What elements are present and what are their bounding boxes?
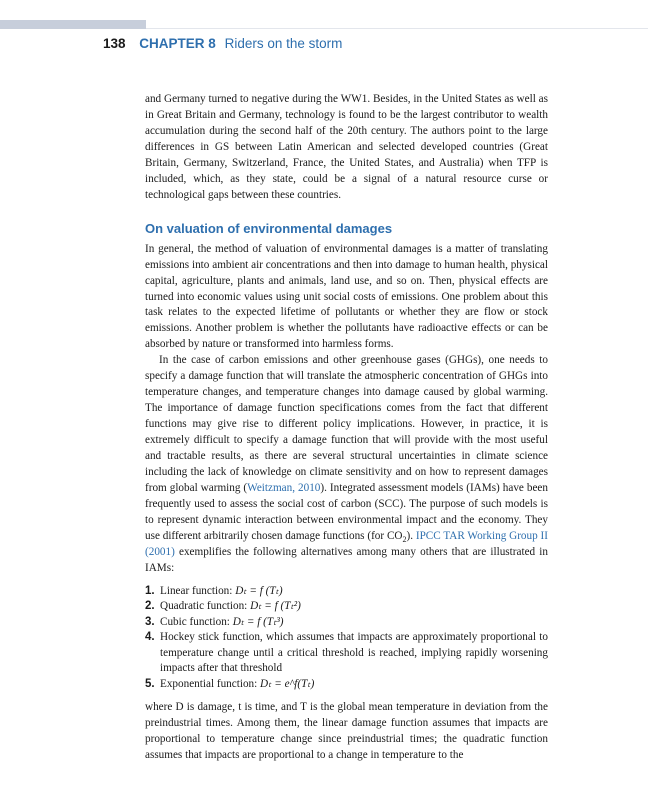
list-item-formula: Dₜ = f (Tₜ): [235, 584, 283, 597]
list-item-number: 5.: [145, 677, 155, 690]
paragraph-3: [145, 353, 548, 576]
list-item-label: Quadratic function:: [160, 600, 251, 613]
list-item-number: 1.: [145, 584, 155, 597]
list-item-label: Linear function:: [160, 584, 236, 597]
paragraph-3-text-b: ). Integrated assessment models (IAMs) have been frequently used to assess the social cost of carbon (SCC). The purpose of such models is to represent dynamic interaction between environmental impact and the economy. They use different arbitrarily chosen damage functions (for CO: [145, 481, 548, 542]
list-item-number: 2.: [145, 600, 155, 613]
list-item: [145, 599, 548, 615]
citation-weitzman[interactable]: Weitzman, 2010: [247, 481, 321, 494]
co2-subscript: 2: [402, 535, 407, 545]
header-rule: [146, 28, 648, 29]
page-number: 138: [103, 36, 126, 51]
list-item-number: 4.: [145, 631, 155, 644]
list-item: [145, 615, 548, 631]
section-heading: On valuation of environmental damages: [145, 220, 393, 236]
paragraph-4: where D is damage, t is time, and T is the global mean temperature in deviation from the preindustrial times. Among them, the linear damage function assumes that impacts are proportional to temperature change since preindustrial times; the quadratic function assumes that impacts are proportional to a change in temperature to the: [145, 701, 548, 762]
list-item-formula: Dₜ = f (Tₜ²): [250, 600, 301, 613]
list-item-formula: Dₜ = f (Tₜ³): [232, 615, 284, 628]
paragraph-3-text-d: exemplifies the following alternatives among many others that are illustrated in IAMs:: [145, 545, 548, 574]
paragraph-3-text-a: In the case of carbon emissions and other greenhouse gases (GHGs), one needs to specify a damage function that will translate the atmospheric concentration of GHGs into temperature changes, and temperature changes into damage caused by global warming. The importance of damage function specifications comes from the fact that different functions may give rise to different policy implications. However, in practice, it is extremely difficult to specify a damage function that will provide with the most useful and tractable results, as there are several structural uncertainties in climate science including the lack of knowledge on climate sensitivity and on how to represent damages from global warming (: [145, 354, 548, 494]
damage-function-list: [145, 584, 548, 693]
list-item-number: 3.: [145, 615, 155, 628]
list-item-formula: Dₜ = e^f(Tₜ): [260, 677, 315, 690]
list-item: [145, 584, 548, 600]
citation-ipcc[interactable]: IPCC TAR Working Group II (2001): [145, 529, 548, 558]
page-body: [145, 92, 548, 764]
list-item-label: Cubic function:: [160, 615, 233, 628]
list-item-label: Hockey stick function, which assumes that impacts are approximately proportional to temperature change until a critical threshold is reached, implying rapidly worsening impacts after that threshold: [160, 631, 548, 675]
list-item-label: Exponential function:: [160, 677, 261, 690]
header-accent-bar: [0, 20, 146, 29]
chapter-title: Riders on the storm: [224, 36, 343, 51]
paragraph-2: In general, the method of valuation of environmental damages is a matter of translating emissions into ambient air concentrations and then into damage to human health, physical capital, agriculture, plants and animals, land use, and so on. Then, physical effects are turned into economic values using unit social costs of emissions. One problem about this task relates to the expected lifetime of pollutants or whether they are flow or stock emissions. Another problem is whether the pollutants have radioactive effects or can be absorbed by nature or transformed into harmless forms.: [145, 242, 548, 351]
running-header: [103, 35, 342, 53]
list-item: [145, 630, 548, 677]
chapter-label: CHAPTER 8: [139, 36, 216, 51]
list-item: [145, 677, 548, 693]
paragraph-3-text-c: ).: [406, 529, 416, 542]
paragraph-1: and Germany turned to negative during the WW1. Besides, in the United States as well as in Great Britain and Germany, technology is found to be the largest contributor to wealth accumulation during the second half of the 20th century. The authors point to the large differences in GS between Latin American and selected developed countries (Great Britain, Germany, Switzerland, France, the United States, and Australia) when TFP is included, which, as they state, could be a signal of a natural resource curse or technological gaps between these countries.: [145, 93, 548, 201]
